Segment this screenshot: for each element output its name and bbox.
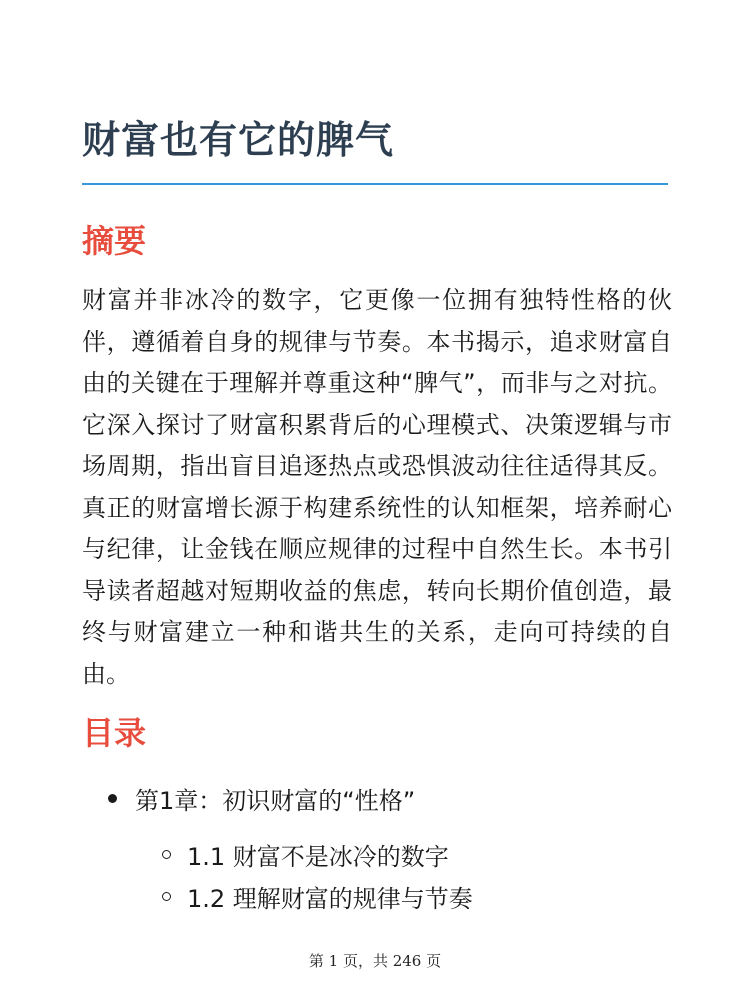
disc-bullet-icon: [108, 794, 117, 803]
circle-bullet-icon: [162, 892, 171, 901]
toc-section-1-2[interactable]: [162, 876, 473, 916]
summary-paragraph: 财富并非冰冷的数字，它更像一位拥有独特性格的伙伴，遵循着自身的规律与节奏。本书揭示，追求财富自由的关键在于理解并尊重这种“脾气”，而非与之对抗。它深入探讨了财富积累背后的心理模式、决策逻辑与市场周期，指出盲目追逐热点或恐惧波动往往适得其反。真正的财富增长源于构建系统性的认知框架，培养耐心与纪律，让金钱在顺应规律的过程中自然生长。本书引导读者超越对短期收益的焦虑，转向长期价值创造，最终与财富建立一种和谐共生的关系，走向可持续的自由。: [82, 286, 672, 688]
page-footer: 第 1 页，共 246 页: [308, 952, 442, 970]
title-divider: [82, 183, 668, 185]
circle-bullet-icon: [162, 850, 171, 859]
toc-section-label: 1.1 财富不是冰冷的数字: [187, 842, 449, 871]
toc-section-1-1[interactable]: [162, 834, 449, 874]
toc-chapter-1[interactable]: [108, 778, 415, 818]
summary-heading: 摘要: [82, 222, 147, 260]
toc-heading: 目录: [82, 714, 147, 752]
toc-chapter-label: 第1章：初识财富的“性格”: [135, 786, 416, 815]
document-title: 财富也有它的脾气: [82, 118, 395, 162]
toc-section-label: 1.2 理解财富的规律与节奏: [187, 884, 473, 913]
